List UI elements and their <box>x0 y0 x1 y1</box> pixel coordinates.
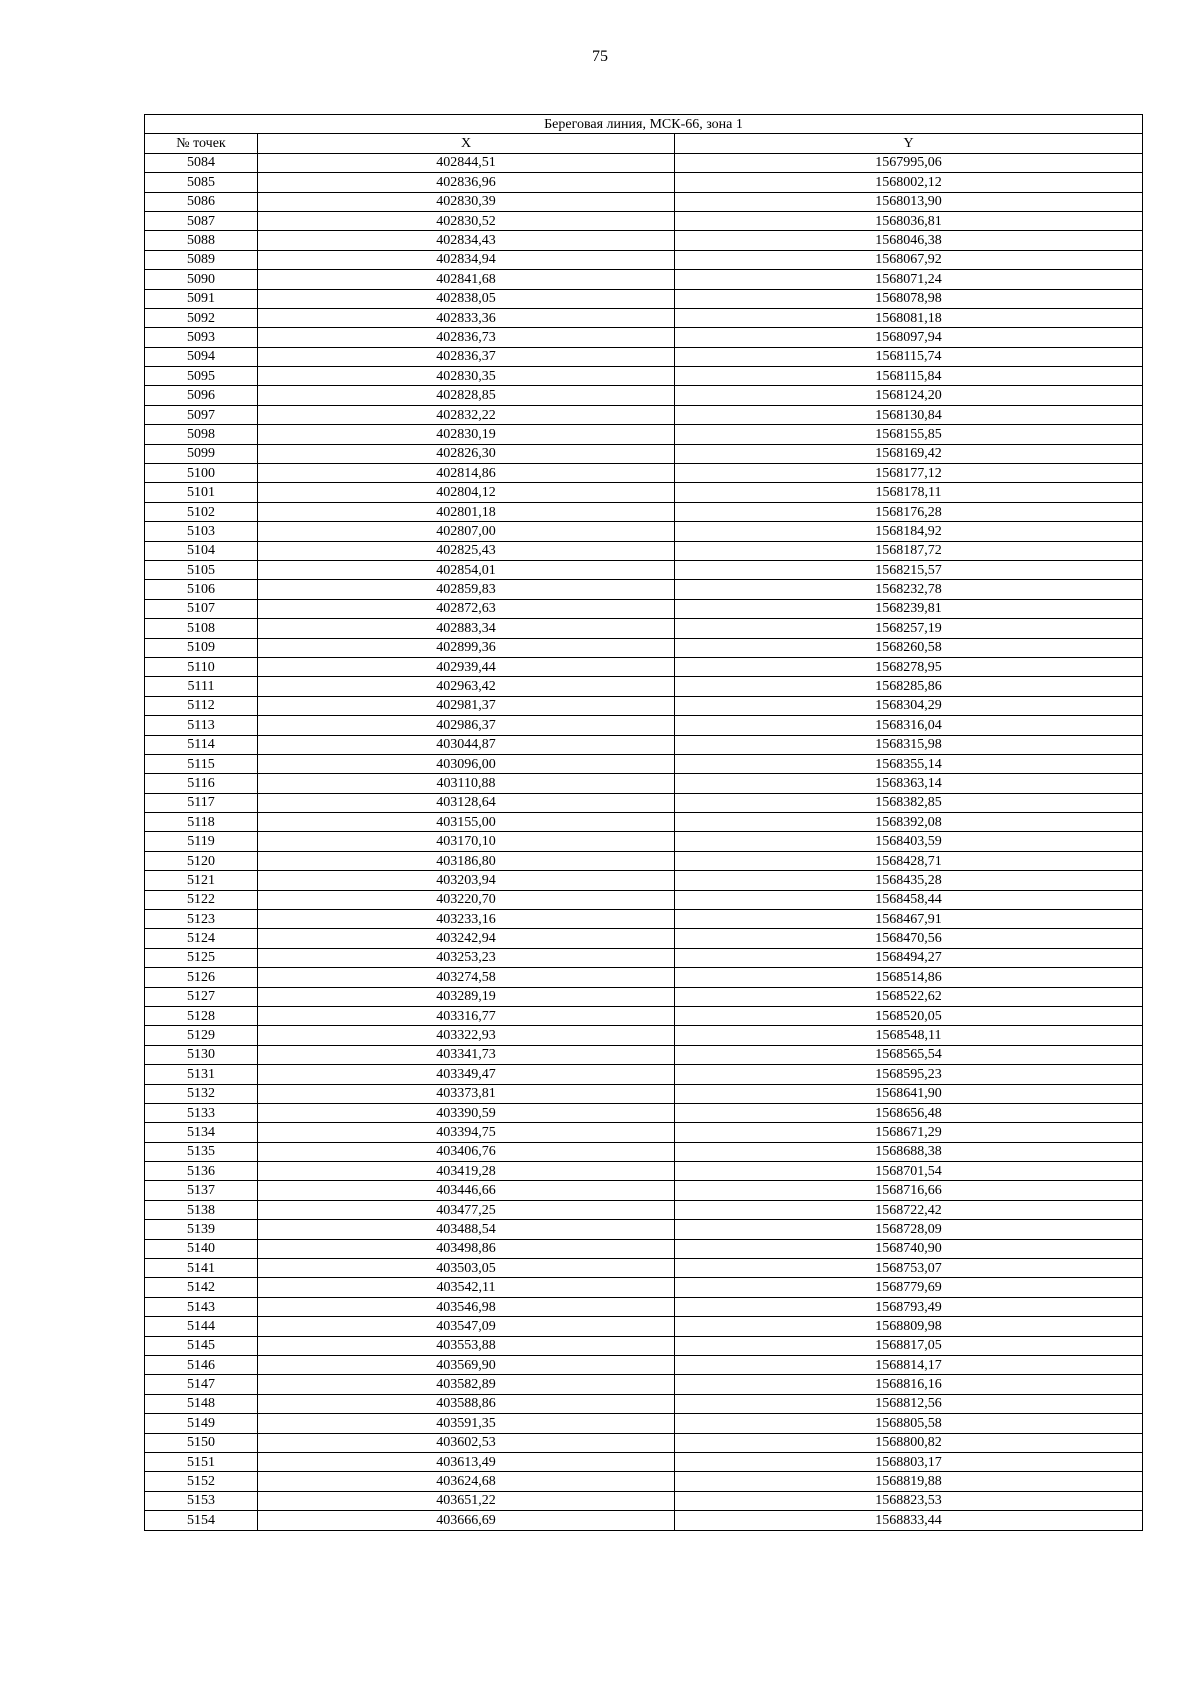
table-row <box>145 1220 1143 1239</box>
x-cell: 403044,87 <box>258 735 675 754</box>
point-number-cell: 5100 <box>145 464 258 483</box>
y-cell: 1568177,12 <box>675 464 1143 483</box>
x-cell: 402834,94 <box>258 250 675 269</box>
table-row <box>145 1123 1143 1142</box>
x-cell: 402836,73 <box>258 328 675 347</box>
y-cell: 1568097,94 <box>675 328 1143 347</box>
point-number-cell: 5124 <box>145 929 258 948</box>
y-cell: 1568392,08 <box>675 813 1143 832</box>
table-row <box>145 1200 1143 1219</box>
y-cell: 1568184,92 <box>675 522 1143 541</box>
coordinates-table <box>144 114 1143 1531</box>
table-row <box>145 890 1143 909</box>
point-number-cell: 5118 <box>145 813 258 832</box>
x-cell: 403242,94 <box>258 929 675 948</box>
y-cell: 1568470,56 <box>675 929 1143 948</box>
point-number-cell: 5104 <box>145 541 258 560</box>
x-cell: 403155,00 <box>258 813 675 832</box>
y-cell: 1568115,74 <box>675 347 1143 366</box>
x-cell: 403546,98 <box>258 1297 675 1316</box>
y-cell: 1568316,04 <box>675 716 1143 735</box>
table-row <box>145 1239 1143 1258</box>
y-cell: 1568002,12 <box>675 173 1143 192</box>
point-number-cell: 5090 <box>145 270 258 289</box>
x-cell: 402832,22 <box>258 405 675 424</box>
x-cell: 403253,23 <box>258 948 675 967</box>
y-cell: 1568728,09 <box>675 1220 1143 1239</box>
y-cell: 1568722,42 <box>675 1200 1143 1219</box>
point-number-cell: 5108 <box>145 619 258 638</box>
y-cell: 1568688,38 <box>675 1142 1143 1161</box>
table-row <box>145 1103 1143 1122</box>
point-number-cell: 5091 <box>145 289 258 308</box>
point-number-cell: 5107 <box>145 599 258 618</box>
table-row <box>145 599 1143 618</box>
table-row <box>145 173 1143 192</box>
point-number-cell: 5140 <box>145 1239 258 1258</box>
point-number-cell: 5138 <box>145 1200 258 1219</box>
point-number-cell: 5127 <box>145 987 258 1006</box>
y-cell: 1568656,48 <box>675 1103 1143 1122</box>
point-number-cell: 5102 <box>145 502 258 521</box>
point-number-cell: 5148 <box>145 1394 258 1413</box>
point-number-cell: 5097 <box>145 405 258 424</box>
x-cell: 403322,93 <box>258 1026 675 1045</box>
point-number-cell: 5149 <box>145 1414 258 1433</box>
table-row <box>145 1317 1143 1336</box>
x-cell: 403542,11 <box>258 1278 675 1297</box>
x-cell: 402836,96 <box>258 173 675 192</box>
table-row <box>145 444 1143 463</box>
table-row <box>145 347 1143 366</box>
point-number-cell: 5084 <box>145 153 258 172</box>
table-row <box>145 735 1143 754</box>
x-cell: 403203,94 <box>258 871 675 890</box>
y-cell: 1568257,19 <box>675 619 1143 638</box>
point-number-cell: 5154 <box>145 1511 258 1530</box>
y-cell: 1568363,14 <box>675 774 1143 793</box>
table-row <box>145 1084 1143 1103</box>
x-cell: 403613,49 <box>258 1452 675 1471</box>
point-number-cell: 5143 <box>145 1297 258 1316</box>
x-cell: 403498,86 <box>258 1239 675 1258</box>
table-row <box>145 289 1143 308</box>
y-cell: 1568278,95 <box>675 657 1143 676</box>
point-number-cell: 5129 <box>145 1026 258 1045</box>
table-row <box>145 696 1143 715</box>
y-cell: 1568081,18 <box>675 308 1143 327</box>
y-cell: 1568514,86 <box>675 968 1143 987</box>
point-number-cell: 5141 <box>145 1259 258 1278</box>
y-cell: 1568013,90 <box>675 192 1143 211</box>
x-cell: 403233,16 <box>258 910 675 929</box>
table-row <box>145 405 1143 424</box>
x-cell: 403373,81 <box>258 1084 675 1103</box>
table-row <box>145 541 1143 560</box>
point-number-cell: 5086 <box>145 192 258 211</box>
x-cell: 403419,28 <box>258 1162 675 1181</box>
table-row <box>145 851 1143 870</box>
x-cell: 402834,43 <box>258 231 675 250</box>
y-cell: 1568565,54 <box>675 1045 1143 1064</box>
y-cell: 1568232,78 <box>675 580 1143 599</box>
table-row <box>145 1259 1143 1278</box>
x-cell: 402859,83 <box>258 580 675 599</box>
y-cell: 1568823,53 <box>675 1491 1143 1510</box>
table-row <box>145 1297 1143 1316</box>
table-row <box>145 1142 1143 1161</box>
point-number-cell: 5103 <box>145 522 258 541</box>
y-cell: 1568382,85 <box>675 793 1143 812</box>
table-row <box>145 968 1143 987</box>
point-number-cell: 5144 <box>145 1317 258 1336</box>
table-row <box>145 1026 1143 1045</box>
x-cell: 402981,37 <box>258 696 675 715</box>
x-cell: 403274,58 <box>258 968 675 987</box>
x-cell: 402833,36 <box>258 308 675 327</box>
y-cell: 1568812,56 <box>675 1394 1143 1413</box>
x-cell: 402872,63 <box>258 599 675 618</box>
x-cell: 402826,30 <box>258 444 675 463</box>
point-number-cell: 5111 <box>145 677 258 696</box>
point-number-cell: 5122 <box>145 890 258 909</box>
table-header-row <box>145 134 1143 153</box>
y-cell: 1568595,23 <box>675 1065 1143 1084</box>
y-cell: 1568428,71 <box>675 851 1143 870</box>
y-cell: 1568115,84 <box>675 367 1143 386</box>
point-number-cell: 5094 <box>145 347 258 366</box>
y-cell: 1568740,90 <box>675 1239 1143 1258</box>
y-cell: 1568036,81 <box>675 211 1143 230</box>
table-row <box>145 367 1143 386</box>
table-row <box>145 464 1143 483</box>
x-cell: 403289,19 <box>258 987 675 1006</box>
y-cell: 1568816,16 <box>675 1375 1143 1394</box>
point-number-cell: 5133 <box>145 1103 258 1122</box>
y-cell: 1567995,06 <box>675 153 1143 172</box>
table-row <box>145 522 1143 541</box>
x-cell: 403569,90 <box>258 1356 675 1375</box>
y-cell: 1568169,42 <box>675 444 1143 463</box>
y-cell: 1568671,29 <box>675 1123 1143 1142</box>
table-row <box>145 793 1143 812</box>
table-row <box>145 1162 1143 1181</box>
y-cell: 1568520,05 <box>675 1006 1143 1025</box>
table-row <box>145 716 1143 735</box>
table-row <box>145 910 1143 929</box>
point-number-cell: 5146 <box>145 1356 258 1375</box>
table-row <box>145 425 1143 444</box>
y-cell: 1568641,90 <box>675 1084 1143 1103</box>
table-row <box>145 1452 1143 1471</box>
table-row <box>145 308 1143 327</box>
x-cell: 403394,75 <box>258 1123 675 1142</box>
x-cell: 402841,68 <box>258 270 675 289</box>
x-cell: 402836,37 <box>258 347 675 366</box>
y-cell: 1568067,92 <box>675 250 1143 269</box>
table-row <box>145 774 1143 793</box>
table-row <box>145 929 1143 948</box>
y-cell: 1568805,58 <box>675 1414 1143 1433</box>
point-number-cell: 5113 <box>145 716 258 735</box>
x-cell: 403186,80 <box>258 851 675 870</box>
point-number-cell: 5142 <box>145 1278 258 1297</box>
table-row <box>145 1414 1143 1433</box>
point-number-cell: 5151 <box>145 1452 258 1471</box>
page-number: 75 <box>592 48 608 65</box>
table-row <box>145 560 1143 579</box>
point-number-cell: 5110 <box>145 657 258 676</box>
table-row <box>145 657 1143 676</box>
table-row <box>145 250 1143 269</box>
table-row <box>145 231 1143 250</box>
x-cell: 403547,09 <box>258 1317 675 1336</box>
y-cell: 1568793,49 <box>675 1297 1143 1316</box>
point-number-cell: 5093 <box>145 328 258 347</box>
point-number-cell: 5130 <box>145 1045 258 1064</box>
table-row <box>145 1065 1143 1084</box>
y-cell: 1568494,27 <box>675 948 1143 967</box>
table-row <box>145 211 1143 230</box>
table-row <box>145 677 1143 696</box>
y-cell: 1568187,72 <box>675 541 1143 560</box>
y-cell: 1568078,98 <box>675 289 1143 308</box>
point-number-cell: 5085 <box>145 173 258 192</box>
y-cell: 1568260,58 <box>675 638 1143 657</box>
table-row <box>145 987 1143 1006</box>
table-row <box>145 813 1143 832</box>
table-row <box>145 1278 1143 1297</box>
x-cell: 402830,19 <box>258 425 675 444</box>
header-x: X <box>258 134 675 153</box>
y-cell: 1568819,88 <box>675 1472 1143 1491</box>
y-cell: 1568800,82 <box>675 1433 1143 1452</box>
point-number-cell: 5121 <box>145 871 258 890</box>
table-row <box>145 1394 1143 1413</box>
point-number-cell: 5137 <box>145 1181 258 1200</box>
y-cell: 1568403,59 <box>675 832 1143 851</box>
y-cell: 1568285,86 <box>675 677 1143 696</box>
table-row <box>145 1491 1143 1510</box>
point-number-cell: 5135 <box>145 1142 258 1161</box>
y-cell: 1568701,54 <box>675 1162 1143 1181</box>
x-cell: 402838,05 <box>258 289 675 308</box>
table-row <box>145 1045 1143 1064</box>
y-cell: 1568130,84 <box>675 405 1143 424</box>
x-cell: 402883,34 <box>258 619 675 638</box>
y-cell: 1568071,24 <box>675 270 1143 289</box>
table-row <box>145 1472 1143 1491</box>
x-cell: 403591,35 <box>258 1414 675 1433</box>
x-cell: 403220,70 <box>258 890 675 909</box>
y-cell: 1568753,07 <box>675 1259 1143 1278</box>
table-row <box>145 328 1143 347</box>
table-row <box>145 1433 1143 1452</box>
table-row <box>145 1375 1143 1394</box>
table-body <box>145 153 1143 1530</box>
header-point-number: № точек <box>145 134 258 153</box>
point-number-cell: 5095 <box>145 367 258 386</box>
x-cell: 403488,54 <box>258 1220 675 1239</box>
table-title: Береговая линия, МСК-66, зона 1 <box>145 115 1143 134</box>
point-number-cell: 5139 <box>145 1220 258 1239</box>
table-row <box>145 619 1143 638</box>
table-row <box>145 153 1143 172</box>
point-number-cell: 5092 <box>145 308 258 327</box>
y-cell: 1568833,44 <box>675 1511 1143 1530</box>
point-number-cell: 5106 <box>145 580 258 599</box>
point-number-cell: 5109 <box>145 638 258 657</box>
x-cell: 403446,66 <box>258 1181 675 1200</box>
table-row <box>145 948 1143 967</box>
point-number-cell: 5123 <box>145 910 258 929</box>
x-cell: 403666,69 <box>258 1511 675 1530</box>
y-cell: 1568215,57 <box>675 560 1143 579</box>
x-cell: 402854,01 <box>258 560 675 579</box>
x-cell: 402825,43 <box>258 541 675 560</box>
x-cell: 403128,64 <box>258 793 675 812</box>
y-cell: 1568239,81 <box>675 599 1143 618</box>
table-row <box>145 580 1143 599</box>
table-row <box>145 1511 1143 1530</box>
point-number-cell: 5114 <box>145 735 258 754</box>
table-row <box>145 754 1143 773</box>
x-cell: 403602,53 <box>258 1433 675 1452</box>
x-cell: 403341,73 <box>258 1045 675 1064</box>
table-row <box>145 502 1143 521</box>
x-cell: 402830,35 <box>258 367 675 386</box>
x-cell: 402828,85 <box>258 386 675 405</box>
table-row <box>145 483 1143 502</box>
x-cell: 402801,18 <box>258 502 675 521</box>
x-cell: 403110,88 <box>258 774 675 793</box>
y-cell: 1568716,66 <box>675 1181 1143 1200</box>
x-cell: 403406,76 <box>258 1142 675 1161</box>
table-title-row <box>145 115 1143 134</box>
point-number-cell: 5153 <box>145 1491 258 1510</box>
point-number-cell: 5147 <box>145 1375 258 1394</box>
x-cell: 402844,51 <box>258 153 675 172</box>
x-cell: 402830,52 <box>258 211 675 230</box>
point-number-cell: 5117 <box>145 793 258 812</box>
table-row <box>145 270 1143 289</box>
x-cell: 403651,22 <box>258 1491 675 1510</box>
point-number-cell: 5099 <box>145 444 258 463</box>
y-cell: 1568315,98 <box>675 735 1143 754</box>
y-cell: 1568779,69 <box>675 1278 1143 1297</box>
y-cell: 1568155,85 <box>675 425 1143 444</box>
x-cell: 403553,88 <box>258 1336 675 1355</box>
x-cell: 403349,47 <box>258 1065 675 1084</box>
y-cell: 1568803,17 <box>675 1452 1143 1471</box>
x-cell: 402807,00 <box>258 522 675 541</box>
point-number-cell: 5116 <box>145 774 258 793</box>
x-cell: 402963,42 <box>258 677 675 696</box>
table-row <box>145 386 1143 405</box>
point-number-cell: 5101 <box>145 483 258 502</box>
x-cell: 403582,89 <box>258 1375 675 1394</box>
x-cell: 403316,77 <box>258 1006 675 1025</box>
y-cell: 1568467,91 <box>675 910 1143 929</box>
x-cell: 403624,68 <box>258 1472 675 1491</box>
table-row <box>145 1356 1143 1375</box>
y-cell: 1568522,62 <box>675 987 1143 1006</box>
table-row <box>145 1006 1143 1025</box>
point-number-cell: 5088 <box>145 231 258 250</box>
y-cell: 1568809,98 <box>675 1317 1143 1336</box>
x-cell: 402939,44 <box>258 657 675 676</box>
header-y: Y <box>675 134 1143 153</box>
point-number-cell: 5128 <box>145 1006 258 1025</box>
table-row <box>145 1181 1143 1200</box>
point-number-cell: 5112 <box>145 696 258 715</box>
x-cell: 403588,86 <box>258 1394 675 1413</box>
table-row <box>145 871 1143 890</box>
x-cell: 402804,12 <box>258 483 675 502</box>
point-number-cell: 5131 <box>145 1065 258 1084</box>
point-number-cell: 5119 <box>145 832 258 851</box>
point-number-cell: 5089 <box>145 250 258 269</box>
point-number-cell: 5126 <box>145 968 258 987</box>
x-cell: 403503,05 <box>258 1259 675 1278</box>
x-cell: 402830,39 <box>258 192 675 211</box>
x-cell: 402814,86 <box>258 464 675 483</box>
table-row <box>145 192 1143 211</box>
point-number-cell: 5134 <box>145 1123 258 1142</box>
point-number-cell: 5125 <box>145 948 258 967</box>
point-number-cell: 5132 <box>145 1084 258 1103</box>
y-cell: 1568814,17 <box>675 1356 1143 1375</box>
point-number-cell: 5150 <box>145 1433 258 1452</box>
point-number-cell: 5098 <box>145 425 258 444</box>
y-cell: 1568178,11 <box>675 483 1143 502</box>
point-number-cell: 5120 <box>145 851 258 870</box>
point-number-cell: 5152 <box>145 1472 258 1491</box>
y-cell: 1568304,29 <box>675 696 1143 715</box>
y-cell: 1568355,14 <box>675 754 1143 773</box>
point-number-cell: 5087 <box>145 211 258 230</box>
y-cell: 1568458,44 <box>675 890 1143 909</box>
x-cell: 402986,37 <box>258 716 675 735</box>
point-number-cell: 5145 <box>145 1336 258 1355</box>
y-cell: 1568176,28 <box>675 502 1143 521</box>
x-cell: 403390,59 <box>258 1103 675 1122</box>
point-number-cell: 5105 <box>145 560 258 579</box>
y-cell: 1568435,28 <box>675 871 1143 890</box>
table-row <box>145 832 1143 851</box>
y-cell: 1568046,38 <box>675 231 1143 250</box>
y-cell: 1568124,20 <box>675 386 1143 405</box>
x-cell: 403096,00 <box>258 754 675 773</box>
point-number-cell: 5096 <box>145 386 258 405</box>
y-cell: 1568548,11 <box>675 1026 1143 1045</box>
point-number-cell: 5115 <box>145 754 258 773</box>
table-row <box>145 638 1143 657</box>
x-cell: 403170,10 <box>258 832 675 851</box>
table-row <box>145 1336 1143 1355</box>
y-cell: 1568817,05 <box>675 1336 1143 1355</box>
x-cell: 403477,25 <box>258 1200 675 1219</box>
point-number-cell: 5136 <box>145 1162 258 1181</box>
x-cell: 402899,36 <box>258 638 675 657</box>
